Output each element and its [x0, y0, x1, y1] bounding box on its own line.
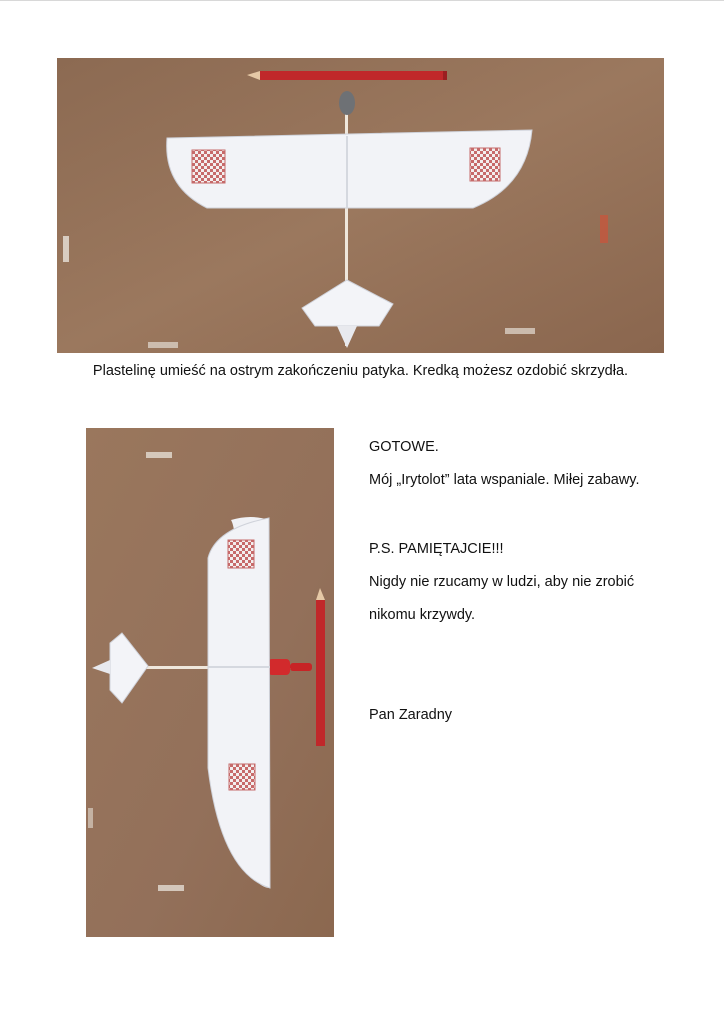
glider-top-illustration [57, 58, 664, 353]
ps-remember: P.S. PAMIĘTAJCIE!!! [369, 541, 504, 557]
glider-bottom-illustration [86, 428, 334, 937]
photo-caption: Plastelinę umieść na ostrym zakończeniu patyka. Kredką możesz ozdobić skrzydła. [92, 363, 629, 379]
pencil-icon [247, 71, 447, 80]
page-top-border [0, 0, 724, 1]
ready-heading: GOTOWE. [369, 439, 439, 455]
glider-photo-top [57, 58, 664, 353]
warning-line-1: Nigdy nie rzucamy w ludzi, aby nie zrobić [369, 574, 635, 590]
wing-shape [167, 130, 532, 208]
glider-photo-bottom [86, 428, 334, 937]
flies-sentence: Mój „Irytolot” lata wspaniale. Miłej zabawy. [369, 472, 640, 488]
warning-line-2: nikomu krzywdy. [369, 607, 476, 623]
pencil-icon [316, 588, 325, 746]
signature: Pan Zaradny [369, 707, 453, 723]
